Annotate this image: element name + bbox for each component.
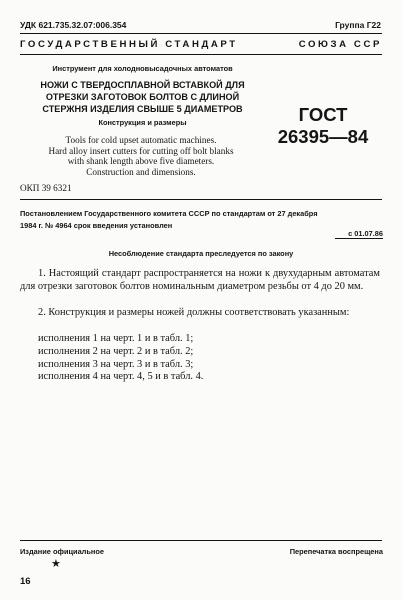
english-title: [22, 135, 260, 177]
clause-1: 1. Настоящий стандарт распространяется на ножи к двухударным автоматам для отрезки заготовок болтов номинальным диаметром резьбы от 4 до 20 мм.: [20, 268, 380, 292]
variant-item: исполнения 2 на черт. 2 и в табл. 2;: [38, 345, 194, 357]
variant-item: исполнения 4 на черт. 4, 5 и в табл. 4.: [38, 371, 204, 383]
gost-number: 26395—84: [277, 126, 369, 147]
header-bottom-rule: [20, 199, 382, 200]
product-series: Инструмент для холодновысадочных автоматов: [52, 64, 233, 73]
english-line: Tools for cold upset automatic machines.: [65, 135, 217, 145]
standard-subtitle: Конструкция и размеры: [98, 118, 187, 127]
variant-list: [38, 333, 203, 384]
banner-left: ГОСУДАРСТВЕННЫЙ СТАНДАРТ: [20, 39, 238, 50]
group-code: Группа Г22: [335, 20, 381, 30]
banner-rule: [20, 54, 382, 55]
standard-banner: [20, 39, 382, 50]
non-compliance-notice: Несоблюдение стандарта преследуется по закону: [108, 249, 294, 258]
effective-date: с 01.07.86: [348, 229, 383, 238]
banner-right: СОЮЗА ССР: [298, 39, 382, 50]
udk-code: УДК 621.735.32.07:006.354: [20, 20, 127, 30]
variant-item: исполнения 3 на черт. 3 и в табл. 3;: [38, 358, 194, 370]
gost-designation: [263, 104, 383, 148]
official-edition: Издание официальное: [20, 547, 105, 556]
decree-text: [20, 208, 382, 231]
gost-label: ГОСТ: [298, 104, 348, 125]
english-line: Construction and dimensions.: [86, 166, 196, 177]
okp-code: ОКП 39 6321: [20, 183, 72, 193]
standard-title: [20, 79, 265, 115]
title-line: ОТРЕЗКИ ЗАГОТОВОК БОЛТОВ С ДЛИНОЙ: [45, 92, 240, 102]
title-line: НОЖИ С ТВЕРДОСПЛАВНОЙ ВСТАВКОЙ ДЛЯ: [40, 80, 245, 90]
clause-2: 2. Конструкция и размеры ножей должны соответствовать указанным:: [38, 307, 350, 318]
english-line: Hard alloy insert cutters for cutting off bolt blanks: [48, 145, 234, 156]
page-number: 16: [20, 576, 31, 587]
footer-rule: [20, 540, 382, 541]
effective-date-underline: [335, 238, 383, 239]
reprint-prohibited: Перепечатка воспрещена: [289, 547, 383, 556]
decree-line: Постановлением Государственного комитета СССР по стандартам от 27 декабря: [20, 209, 318, 218]
variant-item: исполнения 1 на черт. 1 и в табл. 1;: [38, 333, 194, 344]
top-rule: [20, 33, 382, 34]
star-icon: ★: [51, 558, 61, 570]
decree-line: 1984 г. № 4964 срок введения установлен: [20, 220, 173, 230]
english-line: with shank length above five diameters.: [67, 156, 215, 167]
title-line: СТЕРЖНЯ ИЗДЕЛИЯ СВЫШЕ 5 ДИАМЕТРОВ: [42, 104, 243, 114]
